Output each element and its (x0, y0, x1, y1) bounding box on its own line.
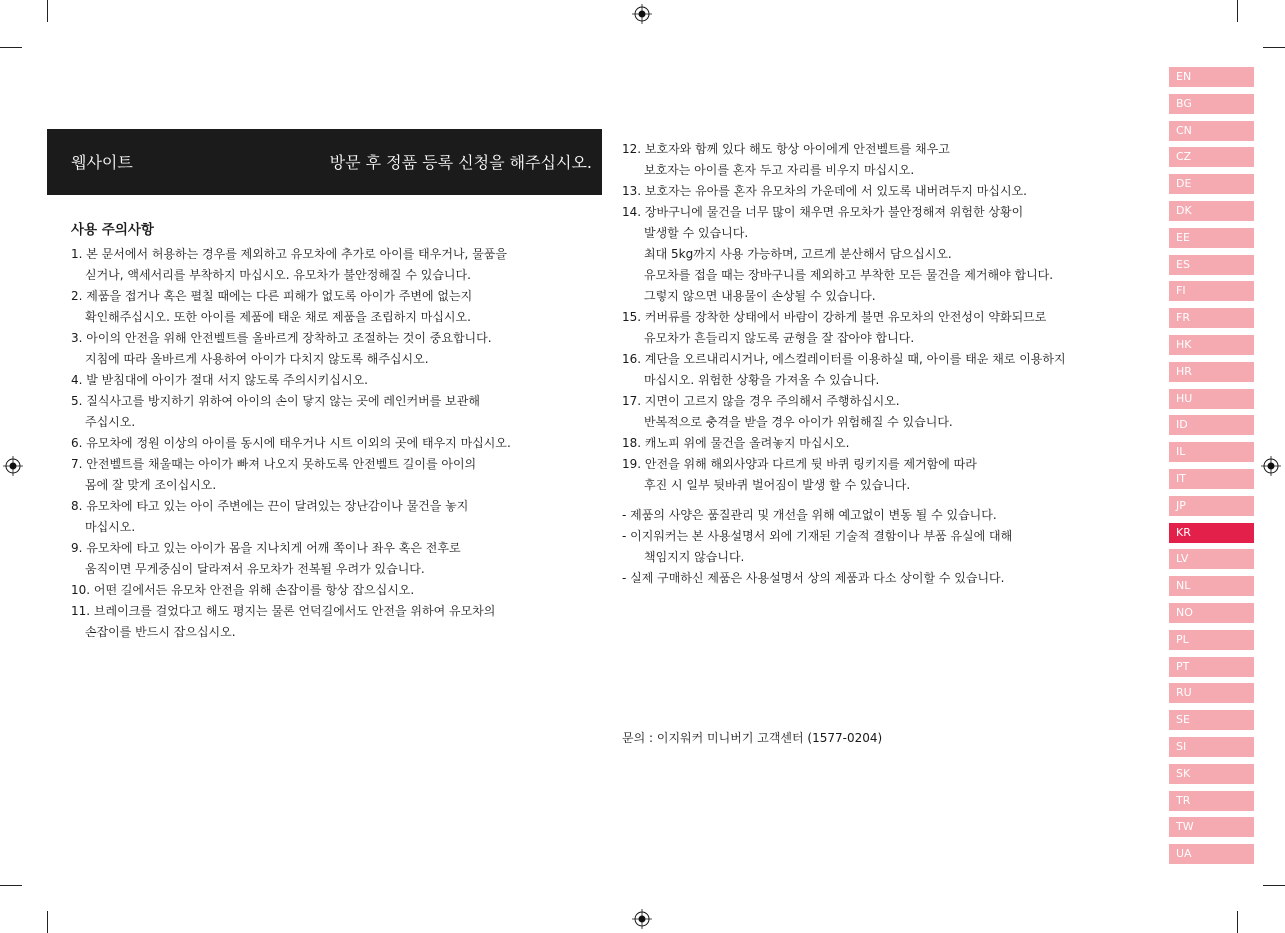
list-item-text: 19. 안전을 위해 해외사양과 다르게 뒷 바퀴 링키지를 제거함에 따라 (622, 457, 977, 471)
list-item (622, 526, 1162, 568)
list-item (622, 505, 1162, 526)
language-tabs (1169, 67, 1254, 871)
list-item (71, 496, 601, 538)
list-item-continuation: 책임지지 않습니다. (644, 550, 745, 564)
list-item-text: 18. 캐노피 위에 물건을 올려놓지 마십시오. (622, 436, 850, 450)
list-item-text: 9. 유모차에 타고 있는 아이가 몸을 지나치게 어깨 쪽이나 좌우 혹은 전후로 (71, 541, 461, 555)
list-item-continuation: 주십시오. (85, 415, 136, 429)
crop-mark (1237, 0, 1238, 22)
list-item (622, 568, 1162, 589)
registration-mark-icon (632, 909, 652, 929)
language-tab-pt[interactable]: PT (1169, 657, 1254, 677)
language-tab-sk[interactable]: SK (1169, 764, 1254, 784)
notes-list (622, 505, 1162, 589)
banner-registration-text: 방문 후 정품 등록 신청을 해주십시오. (329, 153, 592, 172)
list-item-text: 5. 질식사고를 방지하기 위하여 아이의 손이 닿지 않는 곳에 레인커버를 보관해 (71, 394, 480, 408)
list-item (622, 181, 1162, 202)
list-item (622, 433, 1162, 454)
list-item-text: 17. 지면이 고르지 않을 경우 주의해서 주행하십시오. (622, 394, 900, 408)
language-tab-kr[interactable]: KR (1169, 523, 1254, 543)
list-item (622, 139, 1162, 181)
list-item (622, 391, 1162, 433)
crop-mark (47, 911, 48, 933)
list-item-continuation: 손잡이를 반드시 잡으십시오. (85, 625, 236, 639)
list-item-continuation: 보호자는 아이를 혼자 두고 자리를 비우지 마십시오. (644, 163, 915, 177)
list-item (71, 454, 601, 496)
language-tab-es[interactable]: ES (1169, 255, 1254, 275)
list-item-text: 6. 유모차에 정원 이상의 아이를 동시에 태우거나 시트 이외의 곳에 태우지 마십시오. (71, 436, 511, 450)
language-tab-tr[interactable]: TR (1169, 791, 1254, 811)
language-tab-si[interactable]: SI (1169, 737, 1254, 757)
list-item (71, 601, 601, 643)
crop-mark (0, 885, 22, 886)
list-item (71, 538, 601, 580)
language-tab-hr[interactable]: HR (1169, 362, 1254, 382)
language-tab-de[interactable]: DE (1169, 174, 1254, 194)
list-item (71, 433, 601, 454)
list-item-text: 3. 아이의 안전을 위해 안전벨트를 올바르게 장착하고 조절하는 것이 중요합니다. (71, 331, 492, 345)
list-item (71, 391, 601, 433)
list-item-text: 12. 보호자와 함께 있다 해도 항상 아이에게 안전벨트를 채우고 (622, 142, 950, 156)
language-tab-cz[interactable]: CZ (1169, 147, 1254, 167)
list-item-continuation: 몸에 잘 맞게 조이십시오. (85, 478, 217, 492)
crop-mark (1263, 47, 1285, 48)
language-tab-nl[interactable]: NL (1169, 576, 1254, 596)
list-item-continuation: 최대 5kg까지 사용 가능하며, 고르게 분산해서 담으십시오. (644, 247, 952, 261)
list-item-text: 14. 장바구니에 물건을 너무 많이 채우면 유모차가 불안정해져 위험한 상황이 (622, 205, 1024, 219)
list-item-continuation: 유모차가 흔들리지 않도록 균형을 잘 잡아야 합니다. (644, 331, 915, 345)
section-title: 사용 주의사항 (71, 222, 154, 238)
language-tab-no[interactable]: NO (1169, 603, 1254, 623)
list-item (622, 202, 1162, 307)
list-item (71, 370, 601, 391)
right-items-list (622, 139, 1162, 496)
list-item-text: 8. 유모차에 타고 있는 아이 주변에는 끈이 달려있는 장난감이나 물건을 놓지 (71, 499, 469, 513)
customer-center-contact: 문의 : 이지워커 미니버기 고객센터 (1577-0204) (622, 731, 883, 745)
list-item-text: 1. 본 문서에서 허용하는 경우를 제외하고 유모차에 추가로 아이를 태우거나, 물품을 (71, 247, 507, 261)
website-banner (47, 129, 602, 195)
list-item (71, 580, 601, 601)
list-item-continuation: 마십시오. (85, 520, 136, 534)
registration-mark-icon (632, 4, 652, 24)
language-tab-bg[interactable]: BG (1169, 94, 1254, 114)
list-item-continuation: 발생할 수 있습니다. (644, 226, 749, 240)
list-item (71, 244, 601, 286)
list-item-text: 10. 어떤 길에서든 유모차 안전을 위해 손잡이를 항상 잡으십시오. (71, 583, 415, 597)
list-item-continuation: 유모차를 접을 때는 장바구니를 제외하고 부착한 모든 물건을 제거해야 합니다. (644, 268, 1054, 282)
precautions-right-column (622, 139, 1162, 589)
list-item (622, 307, 1162, 349)
list-item-continuation: 확인해주십시오. 또한 아이를 제품에 태운 채로 제품을 조립하지 마십시오. (85, 310, 471, 324)
list-item-continuation: 그렇지 않으면 내용물이 손상될 수 있습니다. (644, 289, 876, 303)
list-item-text: 4. 발 받침대에 아이가 절대 서지 않도록 주의시키십시오. (71, 373, 368, 387)
language-tab-fi[interactable]: FI (1169, 281, 1254, 301)
language-tab-it[interactable]: IT (1169, 469, 1254, 489)
language-tab-ee[interactable]: EE (1169, 228, 1254, 248)
language-tab-id[interactable]: ID (1169, 415, 1254, 435)
list-item-text: - 실제 구매하신 제품은 사용설명서 상의 제품과 다소 상이할 수 있습니다. (622, 571, 1005, 585)
list-item-continuation: 마십시오. 위험한 상황을 가져올 수 있습니다. (644, 373, 880, 387)
list-item-text: 13. 보호자는 유아를 혼자 유모차의 가운데에 서 있도록 내버려두지 마십시오. (622, 184, 1027, 198)
list-item-text: 7. 안전벨트를 채울때는 아이가 빠져 나오지 못하도록 안전벨트 길이를 아이의 (71, 457, 477, 471)
list-item-text: - 이지워커는 본 사용설명서 외에 기재된 기술적 결함이나 부품 유실에 대해 (622, 529, 1013, 543)
language-tab-fr[interactable]: FR (1169, 308, 1254, 328)
crop-mark (47, 0, 48, 22)
list-item (71, 328, 601, 370)
language-tab-cn[interactable]: CN (1169, 121, 1254, 141)
list-item-continuation: 움직이면 무게중심이 달라져서 유모차가 전복될 우려가 있습니다. (85, 562, 425, 576)
list-item (622, 454, 1162, 496)
language-tab-ru[interactable]: RU (1169, 683, 1254, 703)
list-item (71, 286, 601, 328)
precautions-left-column (71, 218, 601, 643)
crop-mark (0, 47, 22, 48)
list-item-continuation: 후진 시 일부 뒷바퀴 벌어짐이 발생 할 수 있습니다. (644, 478, 911, 492)
list-item-text: 2. 제품을 접거나 혹은 펼칠 때에는 다른 피해가 없도록 아이가 주변에 없는지 (71, 289, 473, 303)
language-tab-il[interactable]: IL (1169, 442, 1254, 462)
language-tab-se[interactable]: SE (1169, 710, 1254, 730)
language-tab-hk[interactable]: HK (1169, 335, 1254, 355)
list-item-text: 16. 계단을 오르내리시거나, 에스컬레이터를 이용하실 때, 아이를 태운 채로 이용하지 (622, 352, 1066, 366)
language-tab-jp[interactable]: JP (1169, 496, 1254, 516)
crop-mark (1263, 885, 1285, 886)
registration-mark-icon (3, 456, 23, 476)
list-item-text: 15. 커버류를 장착한 상태에서 바람이 강하게 불면 유모차의 안전성이 약화되므로 (622, 310, 1047, 324)
language-tab-hu[interactable]: HU (1169, 389, 1254, 409)
list-item-continuation: 지침에 따라 올바르게 사용하여 아이가 다치지 않도록 해주십시오. (85, 352, 429, 366)
list-item-continuation: 반복적으로 충격을 받을 경우 아이가 위험해질 수 있습니다. (644, 415, 953, 429)
list-item-continuation: 싣거나, 액세서리를 부착하지 마십시오. 유모차가 불안정해질 수 있습니다. (85, 268, 471, 282)
registration-mark-icon (1261, 456, 1281, 476)
list-item (622, 349, 1162, 391)
language-tab-pl[interactable]: PL (1169, 630, 1254, 650)
language-tab-en[interactable]: EN (1169, 67, 1254, 87)
list-item-text: 11. 브레이크를 걸었다고 해도 평지는 물론 언덕길에서도 안전을 위하여 유모차의 (71, 604, 496, 618)
list-item-text: - 제품의 사양은 품질관리 및 개선을 위해 예고없이 변동 될 수 있습니다. (622, 508, 997, 522)
crop-mark (1237, 911, 1238, 933)
language-tab-ua[interactable]: UA (1169, 844, 1254, 864)
language-tab-tw[interactable]: TW (1169, 817, 1254, 837)
language-tab-lv[interactable]: LV (1169, 549, 1254, 569)
left-items-list (71, 244, 601, 643)
language-tab-dk[interactable]: DK (1169, 201, 1254, 221)
banner-website-label: 웹사이트 (71, 153, 133, 172)
